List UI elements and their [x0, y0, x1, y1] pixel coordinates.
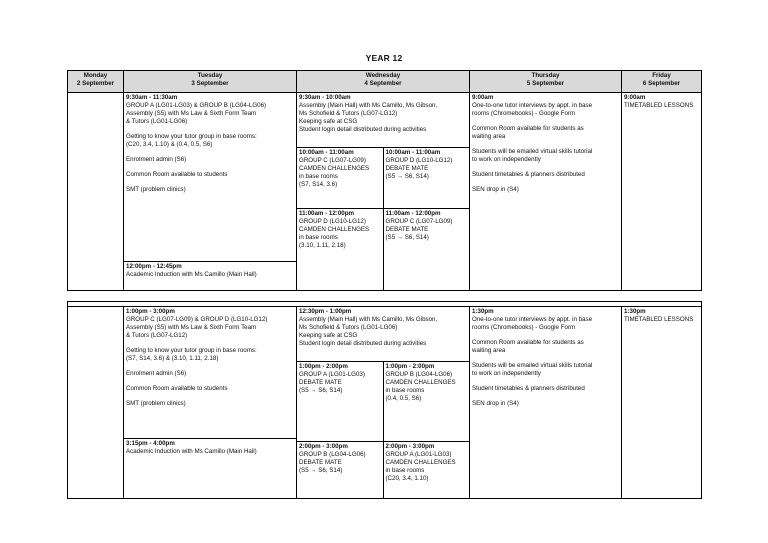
header-monday: Monday 2 September: [68, 71, 124, 93]
event-line: Common Room available for students as: [472, 124, 584, 132]
event-line: CAMDEN CHALLENGES: [385, 458, 456, 466]
event-line: to work on independently: [472, 369, 541, 377]
event-line: (S5 → S6, S14): [385, 172, 429, 180]
event-line: & Tutors (LG07-LG12): [126, 331, 188, 339]
time-label: 2:00pm - 3:00pm: [299, 443, 348, 450]
tuesday-cell: [124, 93, 297, 291]
time-label: 1:30pm: [472, 308, 494, 315]
event-line: (S5 → S6, S14): [299, 386, 343, 394]
event-line: (S5 → S6, S14): [385, 233, 429, 241]
friday-cell: [622, 307, 702, 499]
event-line: DEBATE MATE: [299, 378, 342, 386]
event-line: CAMDEN CHALLENGES: [299, 225, 370, 233]
event-line: Ms Schofield & Tutors (LG07-LG12): [299, 109, 398, 117]
header-tuesday: Tuesday 3 September: [124, 71, 297, 93]
event-line: GROUP B (LG04-LG06): [385, 370, 453, 378]
event-line: One-to-one tutor interviews by appt. in base: [472, 315, 593, 323]
event-line: waiting area: [472, 132, 506, 140]
page-title: YEAR 12: [365, 53, 403, 63]
event-line: One-to-one tutor interviews by appt. in base: [472, 101, 593, 109]
event-line: in base rooms: [385, 386, 425, 394]
wed-session-d: [384, 442, 470, 498]
event-line: Student login detail distributed during activities: [299, 339, 427, 347]
time-label: 12:30pm - 1:00pm: [299, 308, 352, 315]
thursday-cell: [470, 307, 622, 499]
event-line: DEBATE MATE: [385, 164, 429, 172]
event-line: rooms (Chromebooks) - Google Form: [472, 323, 576, 331]
event-line: GROUP A (LG01-LG03): [299, 370, 365, 378]
event-line: CAMDEN CHALLENGES: [299, 164, 370, 172]
time-label: 1:00pm - 2:00pm: [299, 363, 348, 370]
time-label: 1:00pm - 3:00pm: [126, 308, 175, 315]
event-line: in base rooms: [299, 233, 338, 241]
event-line: SMT (problem clinics): [126, 185, 186, 193]
monday-cell: [68, 307, 124, 499]
event-line: Student timetables & planners distributed: [472, 170, 585, 178]
afternoon-timetable: [67, 301, 702, 499]
event-line: GROUP C (LG07-LG09) & GROUP D (LG10-LG12): [126, 315, 268, 323]
tuesday-cell: [124, 307, 297, 499]
wed-session-b: [384, 148, 470, 208]
event-line: (3.10, 1.11, 2.18): [299, 241, 346, 249]
time-label: 11:00am - 12:00pm: [299, 210, 355, 217]
event-line: waiting area: [472, 346, 506, 354]
wednesday-cell: [297, 93, 470, 291]
wed-session-a: [297, 362, 384, 441]
time-label: 2:00pm - 3:00pm: [385, 443, 435, 450]
event-line: Assembly (S5) with Ms Law & Sixth Form Team: [126, 109, 257, 117]
header-wednesday: Wednesday 4 September: [297, 71, 470, 93]
event-line: Ms Schofield & Tutors (LG01-LG06): [299, 323, 398, 331]
time-label: 9:30am - 10:00am: [299, 94, 351, 101]
event-line: GROUP D (LG10-LG12): [385, 156, 453, 164]
event-line: Keeping safe at CSG: [299, 117, 358, 125]
event-line: SMT (problem clinics): [126, 399, 186, 407]
event-line: (S7, S14, 3.6): [299, 180, 338, 188]
wednesday-cell: [297, 307, 470, 499]
header-friday: Friday 6 September: [622, 71, 702, 93]
event-line: GROUP B (LG04-LG06): [299, 450, 366, 458]
event-line: (S7, S14, 3.6) & (3.10, 1.11, 2.18): [126, 354, 219, 362]
event-line: Common Room available for students as: [472, 338, 584, 346]
event-line: in base rooms: [385, 466, 425, 474]
event-line: GROUP A (LG01-LG03): [385, 450, 452, 458]
event-line: GROUP D (LG10-LG12): [299, 217, 366, 225]
event-line: GROUP A (LG01-LG03) & GROUP B (LG04-LG06): [126, 101, 267, 109]
event-line: GROUP C (LG07-LG09): [385, 217, 453, 225]
event-line: Keeping safe at CSG: [299, 331, 358, 339]
time-label: 9:00am: [624, 94, 646, 101]
event-line: Enrolment admin (S6): [126, 369, 187, 377]
event-line: SEN drop in (S4): [472, 185, 519, 193]
friday-cell: [622, 93, 702, 291]
event-line: in base rooms: [299, 172, 338, 180]
event-line: rooms (Chromebooks) - Google Form: [472, 109, 576, 117]
event-line: (C20, 3.4, 1.10) & (0.4, 0.5, S6): [126, 140, 213, 148]
wed-session-c: [297, 209, 384, 290]
event-line: & Tutors (LG01-LG06): [126, 117, 188, 125]
event-line: DEBATE MATE: [299, 458, 342, 466]
event-line: Students will be emailed virtual skills tutorial: [472, 361, 593, 369]
time-label: 1:30pm: [624, 308, 646, 315]
monday-cell: [68, 93, 124, 291]
wed-session-b: [384, 362, 470, 441]
event-line: Assembly (Main Hall) with Ms Camillo, Ms Gibson,: [299, 315, 438, 323]
header-thursday: Thursday 5 September: [470, 71, 622, 93]
wed-session-c: [297, 442, 384, 498]
event-line: (0.4, 0.5, S6): [385, 394, 422, 402]
event-line: Academic Induction with Ms Camillo (Main Hall): [126, 270, 257, 278]
time-label: 12:00pm - 12:45pm: [126, 263, 182, 270]
event-line: CAMDEN CHALLENGES: [385, 378, 456, 386]
time-label: 10:00am - 11:00am: [299, 149, 354, 156]
event-line: Common Room available to students: [126, 170, 228, 178]
event-line: to work on independently: [472, 155, 541, 163]
event-line: Assembly (Main Hall) with Ms Camillo, Ms Gibson,: [299, 101, 438, 109]
time-label: 1:00pm - 2:00pm: [385, 363, 435, 370]
event-line: DEBATE MATE: [385, 225, 429, 233]
time-label: 9:30am - 11:30am: [126, 94, 178, 101]
event-line: SEN drop in (S4): [472, 399, 519, 407]
time-label: 10:00am - 11:00am: [385, 149, 441, 156]
event-line: GROUP C (LG07-LG09): [299, 156, 366, 164]
event-line: (C20, 3.4, 1.10): [385, 474, 429, 482]
event-line: Student login detail distributed during activities: [299, 125, 427, 133]
morning-timetable: [67, 70, 702, 291]
event-line: Students will be emailed virtual skills tutorial: [472, 147, 593, 155]
time-label: 3:15pm - 4:00pm: [126, 440, 175, 447]
time-label: 9:00am: [472, 94, 494, 101]
event-line: Common Room available to students: [126, 384, 228, 392]
event-line: Enrolment admin (S6): [126, 155, 187, 163]
event-line: (S5 → S6, S14): [299, 466, 343, 474]
event-line: Getting to know your tutor group in base rooms:: [126, 346, 257, 354]
wed-session-a: [297, 148, 384, 208]
event-line: TIMETABLED LESSONS: [624, 315, 694, 323]
time-label: 11:00am - 12:00pm: [385, 210, 441, 217]
event-line: Student timetables & planners distributed: [472, 384, 585, 392]
event-line: Academic Induction with Ms Camillo (Main Hall): [126, 447, 257, 455]
event-line: TIMETABLED LESSONS: [624, 101, 694, 109]
event-line: Getting to know your tutor group in base rooms:: [126, 132, 257, 140]
event-line: Assembly (S5) with Ms Law & Sixth Form Team: [126, 323, 257, 331]
thursday-cell: [470, 93, 622, 291]
wed-session-d: [384, 209, 470, 290]
